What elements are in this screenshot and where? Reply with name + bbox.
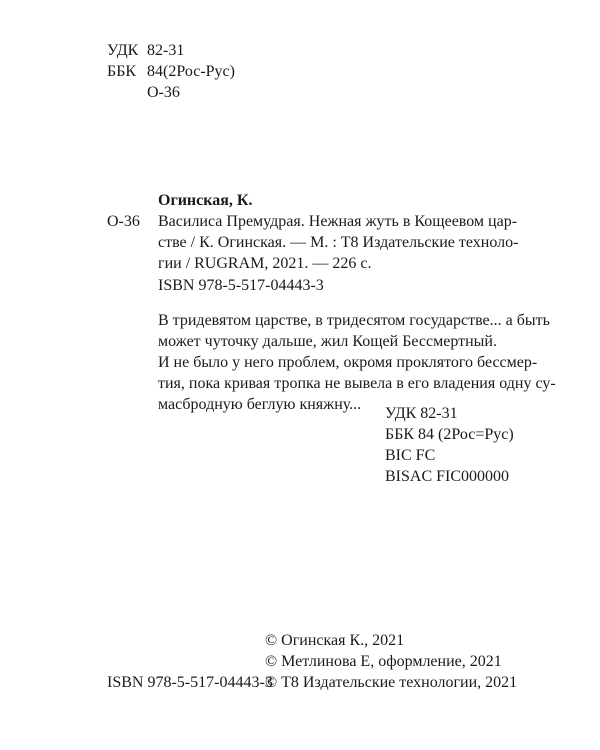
bibliographic-description xyxy=(158,211,519,274)
copyright-publisher: © Т8 Издательские технологии, 2021 xyxy=(265,674,518,691)
description-line: Василиса Премудрая. Нежная жуть в Кощеевом цар- xyxy=(158,213,518,230)
cutter-row xyxy=(107,82,180,103)
classification-bbk: ББК 84 (2Рос=Рус) xyxy=(385,426,514,443)
annotation-line: тия, пока кривая тропка не вывела в его владения одну су- xyxy=(158,375,556,392)
description-line: стве / К. Огинская. — М. : Т8 Издательские техноло- xyxy=(158,234,519,251)
udk-label: УДК xyxy=(107,42,139,59)
bbk-value: 84(2Рос-Рус) xyxy=(147,63,235,80)
record-cutter-code: О-36 xyxy=(107,213,140,230)
copyright-author: © Огинская К., 2021 xyxy=(265,632,405,649)
annotation xyxy=(158,310,556,415)
copyright-block xyxy=(265,630,517,693)
udk-row xyxy=(107,40,184,61)
copyright-design: © Метлинова Е, оформление, 2021 xyxy=(265,653,502,670)
classification-bisac: BISAC FIC000000 xyxy=(385,468,510,485)
record-isbn: ISBN 978-5-517-04443-3 xyxy=(158,277,324,294)
classification-udk: УДК 82-31 xyxy=(385,405,458,422)
bottom-isbn: ISBN 978-5-517-04443-3 xyxy=(107,674,273,691)
author-heading: Огинская, К. xyxy=(158,192,253,209)
annotation-line: В тридевятом царстве, в тридесятом государстве... а быть xyxy=(158,312,550,329)
annotation-line: И не было у него проблем, окромя проклятого бессмер- xyxy=(158,354,538,371)
bbk-label: ББК xyxy=(107,63,137,80)
annotation-line: масбродную беглую княжну... xyxy=(158,396,362,413)
description-line: гии / RUGRAM, 2021. — 226 с. xyxy=(158,255,372,272)
bbk-row xyxy=(107,61,235,82)
classification-bic: BIC FC xyxy=(385,447,436,464)
classification-block xyxy=(385,403,514,487)
cutter-code: О-36 xyxy=(147,84,180,101)
udk-value: 82-31 xyxy=(147,42,185,59)
annotation-line: может чуточку дальше, жил Кощей Бессмертный. xyxy=(158,333,497,350)
